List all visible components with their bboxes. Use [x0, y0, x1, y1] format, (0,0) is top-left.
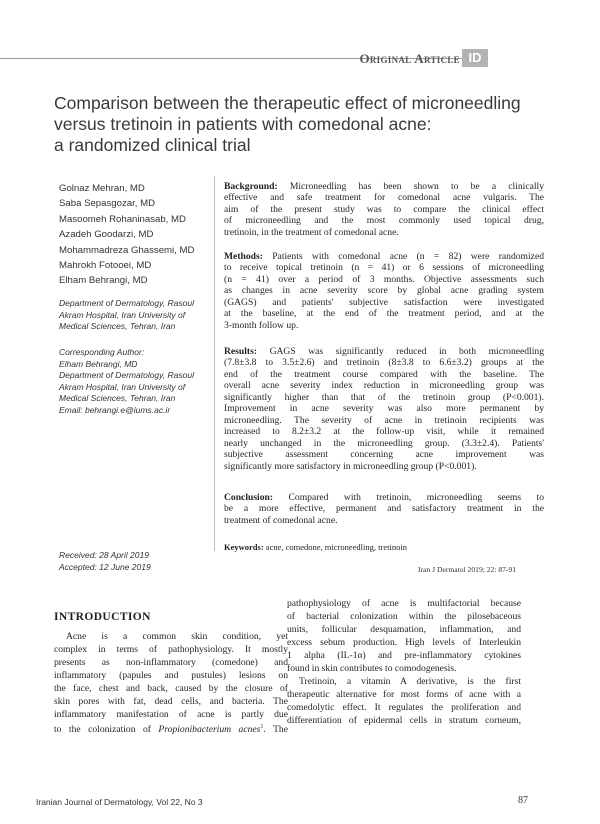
body-line: excess sebum production. High levels of Interleukin — [287, 637, 521, 648]
body-line: Acne is a common skin condition, yet — [66, 631, 288, 642]
corresponding-email: Email: behrangi.e@iums.ac.ir — [59, 404, 171, 415]
author-name: Mohammadreza Ghassemi, MD — [59, 244, 195, 256]
article-type-label: Original Article — [359, 51, 460, 66]
body-line: pathophysiology of acne is multifactorial because — [287, 598, 521, 609]
body-line: found in skin contributes to comodogenesis. — [287, 663, 457, 674]
affiliation — [59, 298, 234, 333]
body-line: 1 alpha (IL-1α) and pre-inflammatory cytokines — [287, 650, 521, 661]
title-line: a randomized clinical trial — [54, 135, 251, 155]
body-line: skin pores with fat, dead cells, and bacteria. The — [54, 696, 288, 707]
body-line: units, follicular desquamation, inflammation, and — [287, 624, 521, 635]
body-line: differentiation of epidermal cells in stratum corneum, — [287, 715, 521, 726]
citation: Iran J Dermatol 2019; 22: 87-91 — [418, 565, 517, 574]
body-line: to the colonization of Propionibacterium acnes$^1$. The — [54, 724, 288, 736]
body-line: complex in terms of pathophysiology. It mostly — [54, 644, 288, 655]
abstract — [214, 176, 544, 551]
abstract-results: Results: GAGS was significantly reduced in both microneedling (7.8±3.8 to 3.5±2.6) and tretinoin (8±3.8 to 6.6±3.2) groups at the end of the treatment course compared with the baseline. The overall acne severity index reduction in microneedling group was significantly higher than that of the tretinoin group (P<0.001). Improvement in acne severity was also more permanent by microneedling. The severity of acne in tretinoin recipients was increased to 8.2±3.2 at the follow-up visit, while it remained nearly unchanged in the microneedling group. (3.3±2.4). Patients' subjective assessment concerning acne improvement was significantly more satisfactory in microneedling group (P<0.001). — [224, 346, 544, 472]
section-label: Conclusion: — [224, 492, 274, 503]
section-label: Background: — [224, 181, 278, 192]
footer-journal: Iranian Journal of Dermatology, Vol 22, No 3 — [36, 797, 203, 807]
article-title — [54, 93, 524, 156]
accepted-date: Accepted: 12 June 2019 — [59, 561, 151, 572]
corresponding-author — [59, 347, 234, 417]
title-line: Comparison between the therapeutic effect of microneedling — [54, 93, 521, 113]
body-line: of bacterial colonization within the pilosebaceous — [287, 611, 521, 622]
body-line: presents as non-inflammatory (comedone) and — [54, 657, 288, 668]
abstract-conclusion: Conclusion: Compared with tretinoin, microneedling seems to be a more effective, permanent and satisfactory treatment in the treatment of comedonal acne. — [224, 492, 544, 526]
section-heading: INTRODUCTION — [54, 611, 151, 623]
affiliation-line: Department of Dermatology, Rasoul — [59, 298, 194, 308]
section-label: Methods: — [224, 251, 263, 262]
author-name: Elham Behrangi, MD — [59, 275, 148, 287]
keywords — [224, 542, 407, 552]
author-name: Azadeh Goodarzi, MD — [59, 229, 154, 241]
body-line: inflammatory (papules and pustules) lesions on — [54, 670, 288, 681]
body-line: comedolytic effect. It regulates the proliferation and — [287, 702, 521, 713]
body-line: inflammatory manifestation of acne is partly due — [54, 709, 288, 720]
body-column-left — [54, 630, 288, 736]
author-name: Golnaz Mehran, MD — [59, 183, 145, 194]
body-line: therapeutic alternative for most forms of acne with a — [287, 689, 521, 700]
author-name: Masoomeh Rohaninasab, MD — [59, 213, 186, 225]
author-list — [59, 181, 229, 289]
abstract-background: Background: Microneedling has been shown to be a clinically effective and safe treatment for comedonal acne vulgaris. The aim of the present study was to compare the clinical effect of microneedling and the most commonly used topical drug, tretinoin, in the treatment of comedonal acne. — [224, 181, 544, 238]
species-name: Propionibacterium acnes — [158, 724, 261, 736]
title-line: versus tretinoin in patients with comedonal acne: — [54, 114, 432, 134]
page-number: 87 — [518, 795, 528, 806]
abstract-methods: Methods: Patients with comedonal acne (n = 82) were randomized to receive topical tretinoin (n = 41) or 6 sessions of microneedling (n = 41) over a period of 3 months. Objective assessments such as changes in acne severity score by global acne grading system (GAGS) and patients' subjective satisfaction were investigated at the baseline, at the end of the treatment period, and at the 3-month follow up. — [224, 251, 544, 331]
keywords-label: Keywords: — [224, 542, 264, 552]
body-line: the face, chest and back, caused by the closure of — [54, 683, 288, 694]
section-label: Results: — [224, 346, 258, 357]
keywords-list: acne, comedone, microneedling, tretinoin — [263, 542, 407, 552]
journal-logo: ID — [462, 49, 488, 67]
author-name: Mahrokh Fotooei, MD — [59, 260, 152, 272]
article-dates — [59, 550, 229, 573]
received-date: Received: 28 April 2019 — [59, 550, 149, 560]
corresponding-line: Medical Sciences, Tehran, Iran — [59, 393, 176, 404]
reference-number: 1 — [260, 724, 264, 730]
body-line: Tretinoin, a vitamin A derivative, is the first — [299, 676, 521, 687]
corresponding-line: Elham Behrangi, MD — [59, 358, 138, 369]
corresponding-line: Department of Dermatology, Rasoul — [59, 370, 194, 381]
corresponding-line: Corresponding Author: — [59, 347, 145, 357]
body-column-right — [287, 597, 521, 727]
affiliation-line: Akram Hospital, Iran University of — [59, 309, 186, 320]
affiliation-line: Medical Sciences, Tehran, Iran — [59, 321, 176, 332]
corresponding-line: Akram Hospital, Iran University of — [59, 381, 186, 392]
author-name: Saba Sepasgozar, MD — [59, 198, 155, 210]
